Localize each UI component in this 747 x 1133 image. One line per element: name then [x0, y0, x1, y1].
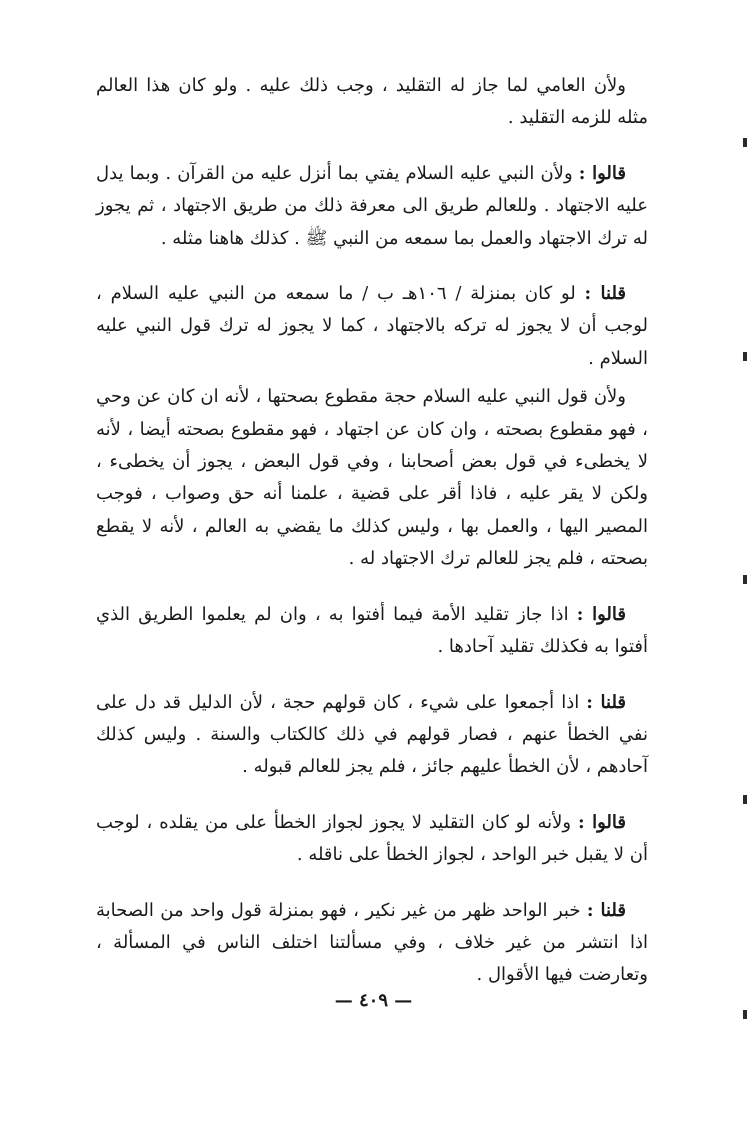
scan-edge-mark [743, 352, 747, 361]
paragraph-7-text: ولأنه لو كان التقليد لا يجوز لجواز الخطأ على من يقلده ، لوجب أن لا يقبل خبر الواحد ، لجواز الخطأ على ناقله . [96, 811, 648, 866]
paragraph-5-lead: قالوا : [576, 603, 626, 625]
paragraph-2 [96, 158, 648, 255]
scan-edge-mark [743, 1010, 747, 1019]
scan-edge-mark [743, 575, 747, 584]
paragraph-4-text: ولأن قول النبي عليه السلام حجة مقطوع بصحتها ، لأنه ان كان عن وحي ، فهو مقطوع بصحته ، وان كان عن اجتهاد ، فهو مقطوع بصحته أيضا ، لأنه لا يخطىء في قول بعض أصحابنا ، وفي قول البعض ، يجوز أن يخطىء ، ولكن لا يقر عليه ، فاذا أقر على قضية ، علمنا أنه حق وصواب ، فوجب المصير اليها ، والعمل بها ، وليس كذلك ما يقضي به العالم ، لأنه لا يقطع بصحته ، فلم يجز للعالم ترك الاجتهاد له . [96, 386, 648, 570]
paragraph-1 [96, 70, 648, 135]
page-number: — ٤٠٩ — [334, 990, 413, 1011]
paragraph-1-text: ولأن العامي لما جاز له التقليد ، وجب ذلك عليه . ولو كان هذا العالم مثله للزمه التقليد . [96, 75, 648, 129]
paragraph-8-text: خبر الواحد ظهر من غير نكير ، فهو بمنزلة قول واحد من الصحابة اذا انتشر من غير خلاف ، وفي مسألتنا اختلف الناس في المسألة ، وتعارضت فيها الأقوال . [96, 899, 648, 986]
paragraph-5-text: اذا جاز تقليد الأمة فيما أفتوا به ، وان لم يعلموا الطريق الذي أفتوا به فكذلك تقليد آحادها . [96, 603, 648, 658]
paragraph-8-lead: قلنا : [586, 899, 626, 921]
paragraph-8 [96, 895, 648, 992]
paragraph-2-lead: قالوا : [578, 162, 626, 184]
paragraph-6 [96, 687, 648, 784]
paragraph-2-text: ولأن النبي عليه السلام يفتي بما أنزل عليه من القرآن . وبما يدل عليه الاجتهاد . وللعالم طريق الى معرفة ذلك من طريق الاجتهاد ، ثم يجوز له ترك الاجتهاد والعمل بما سمعه من النبي ﷺ . كذلك هاهنا مثله . [96, 162, 648, 249]
paragraph-5 [96, 599, 648, 664]
paragraph-3-text: لو كان بمنزلة / ١٠٦هـ ب / ما سمعه من النبي عليه السلام ، لوجب أن لا يجوز له تركه بالاجتهاد ، كما لا يجوز له ترك قول النبي عليه السلام . [96, 283, 648, 369]
paragraph-7 [96, 807, 648, 872]
paragraph-6-lead: قلنا : [586, 691, 627, 713]
paragraph-3 [96, 278, 648, 375]
scan-edge-mark [743, 138, 747, 147]
paragraph-7-lead: قالوا : [578, 811, 626, 833]
paragraph-4 [96, 381, 648, 575]
paragraph-3-lead: قلنا : [584, 283, 627, 305]
document-body [96, 70, 648, 992]
scan-edge-mark [743, 795, 747, 804]
paragraph-6-text: اذا أجمعوا على شيء ، كان قولهم حجة ، لأن الدليل قد دل على نفي الخطأ عنهم ، فصار قولهم في ذلك كالكتاب والسنة . وليس كذلك آحادهم ، لأن الخطأ عليهم جائز ، فلم يجز للعالم قبوله . [96, 691, 648, 778]
